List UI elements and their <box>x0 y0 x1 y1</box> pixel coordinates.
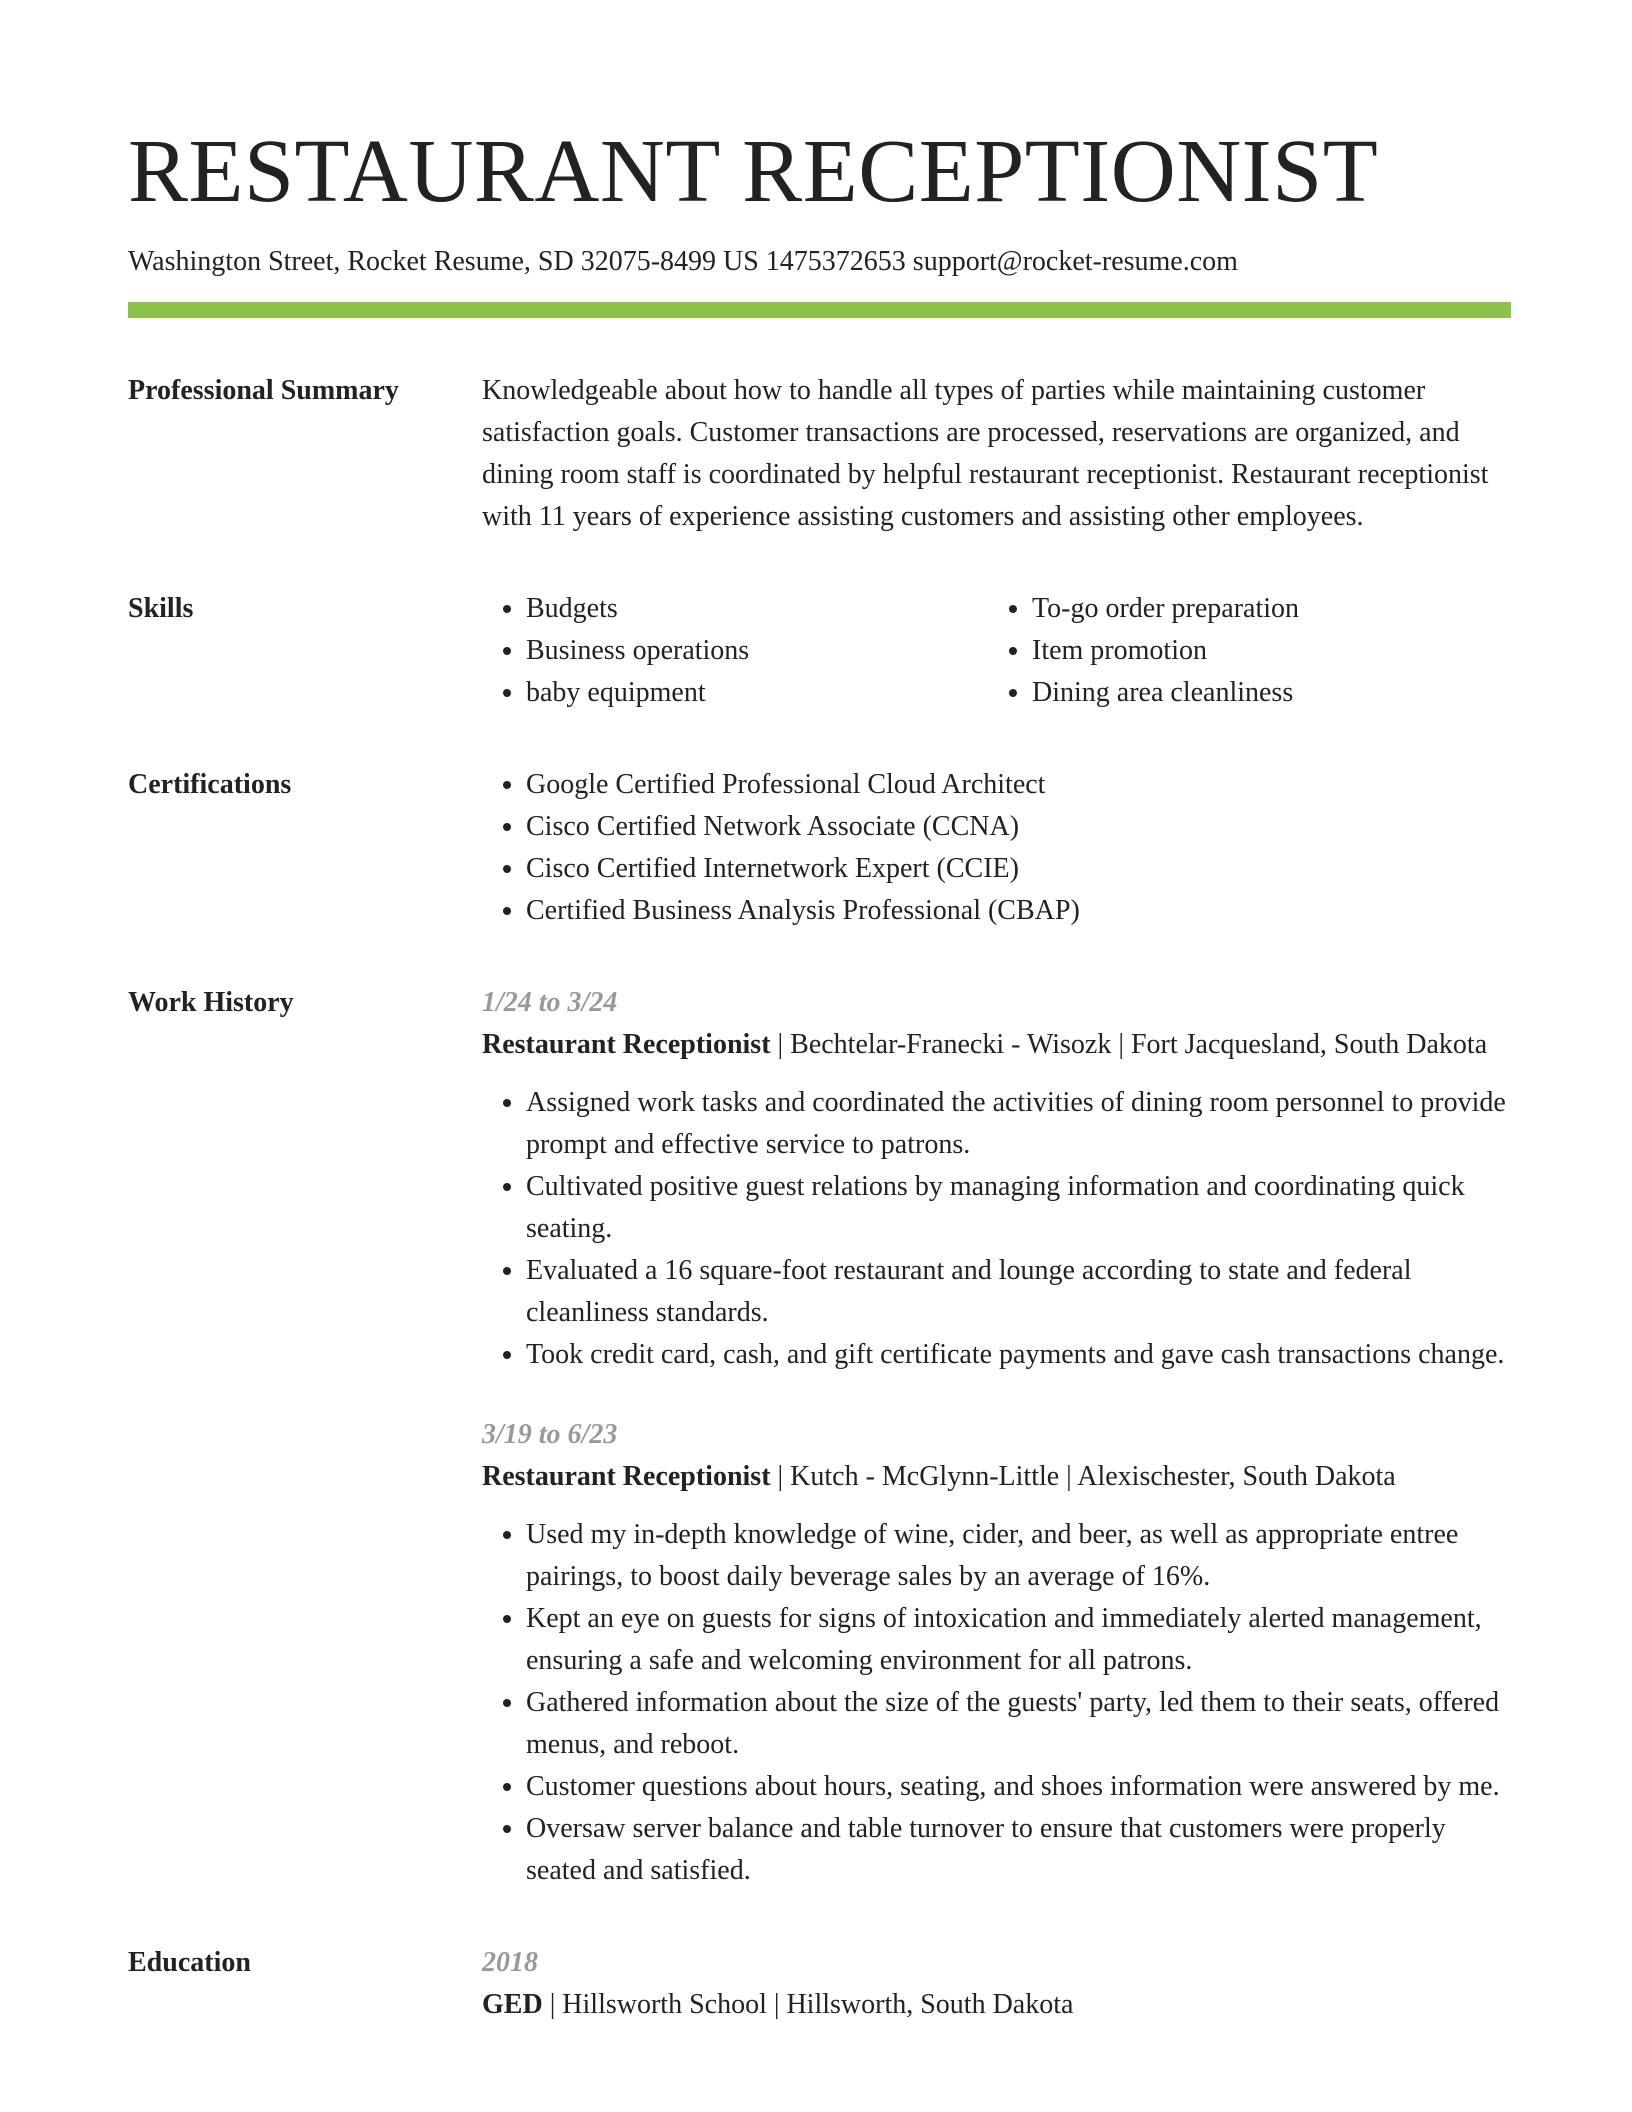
skill-item: • Dining area cleanliness <box>1032 672 1494 714</box>
job-employer: | Bechtelar-Franecki - Wisozk | Fort Jacquesland, South Dakota <box>770 1029 1488 1060</box>
skills-section <box>128 588 1511 714</box>
work-history-section <box>128 982 1511 1892</box>
skill-item: • Budgets <box>526 588 988 630</box>
candidate-name: RESTAURANT RECEPTIONIST <box>128 122 1379 221</box>
education-school: | Hillsworth School | Hillsworth, South Dakota <box>542 1989 1074 2020</box>
job-bullet: • Used my in-depth knowledge of wine, cider, and beer, as well as appropriate entree pairings, to boost daily beverage sales by an average of 16%. <box>526 1514 1511 1598</box>
contact-line: Washington Street, Rocket Resume, SD 32075-8499 US 1475372653 support@rocket-resume.com <box>128 246 1238 277</box>
skills-list-right <box>988 588 1494 714</box>
certifications-list <box>482 764 1511 932</box>
job-dates: 3/19 to 6/23 <box>482 1419 618 1450</box>
job-role <box>482 1024 1511 1066</box>
job-bullets <box>482 1514 1511 1892</box>
certification-item: • Cisco Certified Network Associate (CCNA) <box>526 806 1511 848</box>
job-bullet: • Kept an eye on guests for signs of intoxication and immediately alerted management, ensuring a safe and welcoming environment for all patrons. <box>526 1598 1511 1682</box>
education-section <box>128 1942 1511 2026</box>
education-degree: GED <box>482 1989 543 2020</box>
skills-list-left <box>482 588 988 714</box>
job-bullet: • Oversaw server balance and table turnover to ensure that customers were properly seated and satisfied. <box>526 1808 1511 1892</box>
education-heading: Education <box>128 1947 251 1978</box>
job-bullets <box>482 1082 1511 1376</box>
certification-item: • Google Certified Professional Cloud Architect <box>526 764 1511 806</box>
job-title: Restaurant Receptionist <box>482 1029 771 1060</box>
certifications-section <box>128 764 1511 932</box>
job-bullet: • Assigned work tasks and coordinated the activities of dining room personnel to provide prompt and effective service to patrons. <box>526 1082 1511 1166</box>
work-history-heading: Work History <box>128 987 294 1018</box>
job-entry <box>482 982 1511 1376</box>
resume-page <box>128 0 1511 2026</box>
job-dates: 1/24 to 3/24 <box>482 987 618 1018</box>
education-degree-line <box>482 1984 1511 2026</box>
certifications-heading: Certifications <box>128 769 292 800</box>
skill-item: • Item promotion <box>1032 630 1494 672</box>
job-bullet: • Took credit card, cash, and gift certificate payments and gave cash transactions change. <box>526 1334 1511 1376</box>
certification-item: • Cisco Certified Internetwork Expert (CCIE) <box>526 848 1511 890</box>
skill-item: • Business operations <box>526 630 988 672</box>
skills-heading: Skills <box>128 593 194 624</box>
certification-item: • Certified Business Analysis Professional (CBAP) <box>526 890 1511 932</box>
job-bullet: • Evaluated a 16 square-foot restaurant and lounge according to state and federal cleanliness standards. <box>526 1250 1511 1334</box>
education-year: 2018 <box>482 1947 538 1978</box>
skill-item: • baby equipment <box>526 672 988 714</box>
summary-text: Knowledgeable about how to handle all types of parties while maintaining customer satisfaction goals. Customer transactions are processed, reservations are organized, and dining room staff is coordinated by helpful restaurant receptionist. Restaurant receptionist with 11 years of experience assisting customers and assisting other employees. <box>482 375 1489 532</box>
job-employer: | Kutch - McGlynn-Little | Alexischester, South Dakota <box>770 1461 1396 1492</box>
summary-heading: Professional Summary <box>128 375 399 406</box>
summary-section <box>128 370 1511 538</box>
job-bullet: • Cultivated positive guest relations by managing information and coordinating quick seating. <box>526 1166 1511 1250</box>
job-bullet: • Gathered information about the size of the guests' party, led them to their seats, offered menus, and reboot. <box>526 1682 1511 1766</box>
accent-divider <box>128 302 1511 318</box>
job-bullet: • Customer questions about hours, seating, and shoes information were answered by me. <box>526 1766 1511 1808</box>
skill-item: • To-go order preparation <box>1032 588 1494 630</box>
job-role <box>482 1456 1511 1498</box>
job-title: Restaurant Receptionist <box>482 1461 771 1492</box>
job-entry <box>482 1414 1511 1892</box>
